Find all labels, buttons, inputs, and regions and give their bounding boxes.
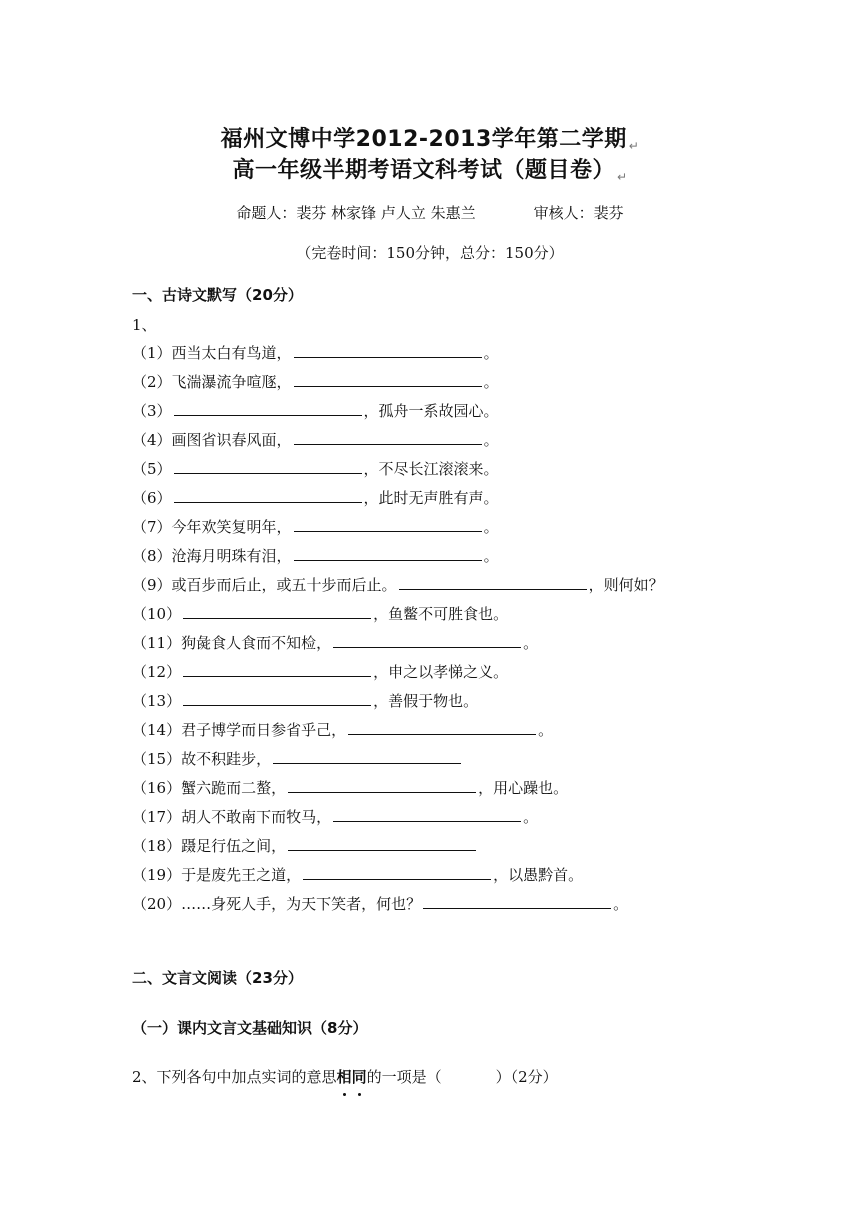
dictation-item — [132, 455, 664, 484]
item-text-after: ，孤舟一系故园心。 — [363, 402, 499, 420]
item-text-after: 。 — [538, 721, 554, 739]
answer-blank[interactable] — [174, 488, 362, 503]
dictation-item — [132, 687, 664, 716]
item-text-after: ，用心躁也。 — [478, 779, 569, 797]
exam-time-info: （完卷时间：150分钟，总分：150分） — [296, 244, 564, 262]
item-text-after: ，善假于物也。 — [373, 692, 479, 710]
answer-blank[interactable] — [183, 604, 371, 619]
item-label: （9） — [132, 576, 172, 594]
item-text-after: ，鱼鳖不可胜食也。 — [373, 605, 509, 623]
title-line1-text: 福州文博中学2012-2013学年第二学期 — [220, 127, 627, 152]
answer-blank[interactable] — [183, 662, 371, 677]
exam-title-line1 — [0, 122, 860, 153]
return-mark-icon: ↵ — [616, 170, 628, 184]
item-label: （5） — [132, 460, 172, 478]
item-text-after: 。 — [483, 431, 499, 449]
section1-heading: 一、古诗文默写（20分） — [132, 286, 303, 304]
item-text-before: 飞湍瀑流争喧豗， — [171, 373, 292, 391]
item-label: （12） — [132, 663, 182, 681]
question1-number: 1、 — [132, 316, 157, 334]
item-text-after: 。 — [483, 547, 499, 565]
answer-blank[interactable] — [294, 517, 482, 532]
answer-blank[interactable] — [294, 343, 482, 358]
reviewer-text: 审核人：裴芬 — [533, 204, 624, 222]
dictation-item — [132, 803, 664, 832]
dictation-item — [132, 890, 664, 919]
dictation-item — [132, 513, 664, 542]
item-label: （8） — [132, 547, 172, 565]
q2-mid: 的一项是（ — [366, 1068, 442, 1086]
item-text-after: 。 — [523, 808, 539, 826]
item-text-after: ，不尽长江滚滚来。 — [363, 460, 499, 478]
question2-prompt — [132, 1066, 558, 1087]
item-text-after: 。 — [613, 895, 629, 913]
item-text-before: 于是废先王之道， — [181, 866, 302, 884]
q2-suffix: ）（2分） — [495, 1068, 558, 1086]
item-text-after: ，申之以孝悌之义。 — [373, 663, 509, 681]
answer-blank[interactable] — [174, 401, 362, 416]
item-text-after: 。 — [483, 518, 499, 536]
dictation-item — [132, 339, 664, 368]
item-label: （19） — [132, 866, 182, 884]
item-text-after: 。 — [523, 634, 539, 652]
item-label: （16） — [132, 779, 182, 797]
emphasis-char: 同 — [352, 1066, 367, 1087]
item-text-before: 沧海月明珠有泪， — [171, 547, 292, 565]
dictation-item — [132, 397, 664, 426]
item-text-after: 。 — [483, 373, 499, 391]
answer-blank[interactable] — [288, 836, 476, 851]
item-text-before: 画图省识春风面， — [171, 431, 292, 449]
answer-blank[interactable] — [348, 720, 536, 735]
item-label: （10） — [132, 605, 182, 623]
title-line2-text: 高一年级半期考语文科考试（题目卷） — [232, 158, 615, 183]
section2-heading: 二、文言文阅读（23分） — [132, 969, 303, 987]
q2-prefix: 2、下列各句中加点实词的意思 — [132, 1068, 337, 1086]
setters-text: 命题人：裴芬 林家锋 卢人立 朱惠兰 — [236, 204, 476, 222]
item-text-before: 蹑足行伍之间， — [181, 837, 287, 855]
item-label: （20） — [132, 895, 182, 913]
item-text-after: ，此时无声胜有声。 — [363, 489, 499, 507]
emphasis-char: 相 — [337, 1066, 352, 1087]
item-text-before: 或百步而后止，或五十步而后止。 — [171, 576, 397, 594]
answer-blank[interactable] — [294, 546, 482, 561]
dictation-item — [132, 716, 664, 745]
dictation-item — [132, 745, 664, 774]
item-label: （7） — [132, 518, 172, 536]
item-text-before: 胡人不敢南下而牧马， — [181, 808, 332, 826]
dictation-item — [132, 484, 664, 513]
item-label: （15） — [132, 750, 182, 768]
dictation-item — [132, 629, 664, 658]
item-label: （1） — [132, 344, 172, 362]
answer-blank[interactable] — [399, 575, 587, 590]
exam-title-line2 — [0, 153, 860, 184]
dictation-item — [132, 832, 664, 861]
return-mark-icon: ↵ — [628, 139, 640, 153]
answer-blank[interactable] — [303, 865, 491, 880]
item-label: （4） — [132, 431, 172, 449]
item-text-before: 故不积跬步， — [181, 750, 272, 768]
dictation-item — [132, 542, 664, 571]
item-text-before: ……身死人手，为天下笑者，何也？ — [181, 895, 422, 913]
dictation-list — [132, 339, 664, 919]
dictation-item — [132, 368, 664, 397]
answer-blank[interactable] — [174, 459, 362, 474]
item-label: （2） — [132, 373, 172, 391]
item-label: （13） — [132, 692, 182, 710]
dictation-item — [132, 600, 664, 629]
item-label: （11） — [132, 634, 182, 652]
answer-blank[interactable] — [183, 691, 371, 706]
item-text-after: 。 — [483, 344, 499, 362]
item-text-before: 西当太白有鸟道， — [171, 344, 292, 362]
answer-blank[interactable] — [333, 807, 521, 822]
item-label: （3） — [132, 402, 172, 420]
dictation-item — [132, 426, 664, 455]
item-text-after: ，以愚黔首。 — [493, 866, 584, 884]
section2-subheading: （一）课内文言文基础知识（8分） — [132, 1019, 368, 1037]
exam-authors — [0, 202, 860, 223]
dictation-item — [132, 658, 664, 687]
item-text-before: 狗彘食人食而不知检， — [181, 634, 332, 652]
answer-blank[interactable] — [333, 633, 521, 648]
answer-blank[interactable] — [288, 778, 476, 793]
item-label: （14） — [132, 721, 182, 739]
dictation-item — [132, 861, 664, 890]
item-text-before: 今年欢笑复明年， — [171, 518, 292, 536]
item-text-before: 君子博学而日参省乎己， — [181, 721, 347, 739]
dictation-item — [132, 571, 664, 600]
item-text-after: ，则何如？ — [588, 576, 664, 594]
answer-blank[interactable] — [273, 749, 461, 764]
dictation-item — [132, 774, 664, 803]
answer-blank[interactable] — [423, 894, 611, 909]
answer-blank[interactable] — [294, 430, 482, 445]
item-label: （18） — [132, 837, 182, 855]
item-label: （6） — [132, 489, 172, 507]
item-label: （17） — [132, 808, 182, 826]
item-text-before: 蟹六跪而二螯， — [181, 779, 287, 797]
answer-blank[interactable] — [294, 372, 482, 387]
